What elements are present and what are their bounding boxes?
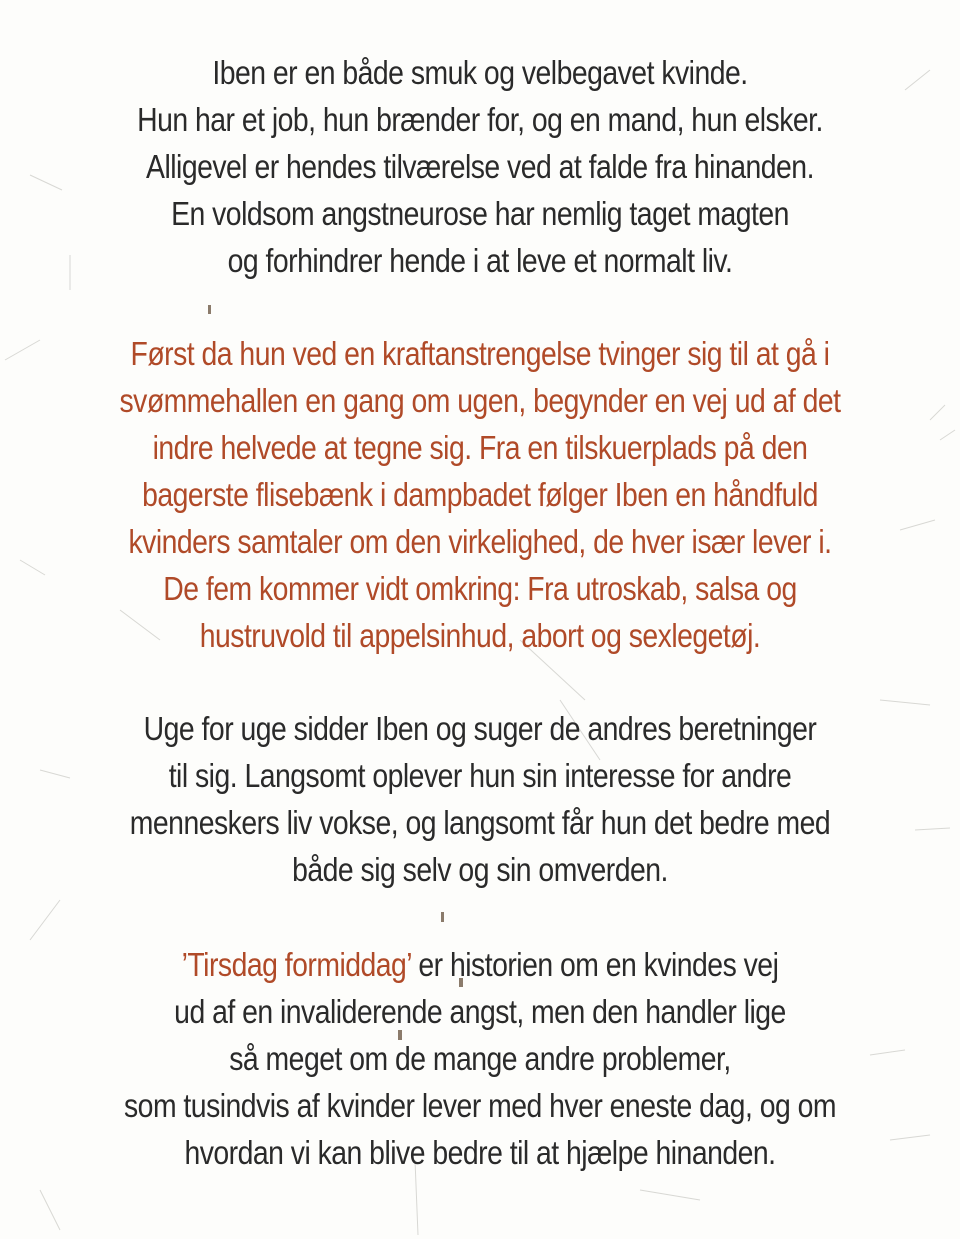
summary-line: hvordan vi kan blive bedre til at hjælpe hinanden. [184, 1134, 776, 1171]
progress-line: både sig selv og sin omverden. [292, 851, 668, 888]
highlight-paragraph [67, 330, 893, 659]
summary-line: ud af en invaliderende angst, men den handler lige [174, 993, 786, 1030]
intro-line: Alligevel er hendes tilværelse ved at falde fra hinanden. [146, 148, 814, 185]
highlight-line: De fem kommer vidt omkring: Fra utroskab, salsa og [163, 570, 797, 607]
highlight-line: indre helvede at tegne sig. Fra en tilskuerplads på den [152, 429, 808, 466]
progress-line: Uge for uge sidder Iben og suger de andres beretninger [143, 710, 817, 747]
intro-line: Iben er en både smuk og velbegavet kvinde. [212, 54, 748, 91]
intro-line: Hun har et job, hun brænder for, og en mand, hun elsker. [137, 101, 823, 138]
highlight-line: bagerste flisebænk i dampbadet følger Iben en håndfuld [142, 476, 818, 513]
progress-line: til sig. Langsomt oplever hun sin interesse for andre [168, 757, 792, 794]
highlight-line: kvinders samtaler om den virkelighed, de hver især lever i. [128, 523, 832, 560]
progress-line: menneskers liv vokse, og langsomt får hun det bedre med [129, 804, 831, 841]
highlight-line: Først da hun ved en kraftanstrengelse tvinger sig til at gå i [130, 335, 830, 372]
summary-first-line-rest: er historien om en kvindes vej [411, 946, 779, 983]
summary-paragraph [67, 941, 893, 1176]
summary-line: som tusindvis af kvinder lever med hver eneste dag, og om [124, 1087, 836, 1124]
highlight-line: hustruvold til appelsinhud, abort og sexlegetøj. [199, 617, 761, 654]
intro-line: og forhindrer hende i at leve et normalt liv. [227, 242, 733, 279]
summary-first-line [67, 941, 893, 988]
progress-paragraph [67, 705, 893, 893]
intro-paragraph [67, 49, 893, 284]
intro-line: En voldsom angstneurose har nemlig taget magten [171, 195, 789, 232]
summary-line: så meget om de mange andre problemer, [229, 1040, 731, 1077]
highlight-line: svømmehallen en gang om ugen, begynder en vej ud af det [119, 382, 841, 419]
book-title: ’Tirsdag formiddag’ [181, 946, 412, 983]
